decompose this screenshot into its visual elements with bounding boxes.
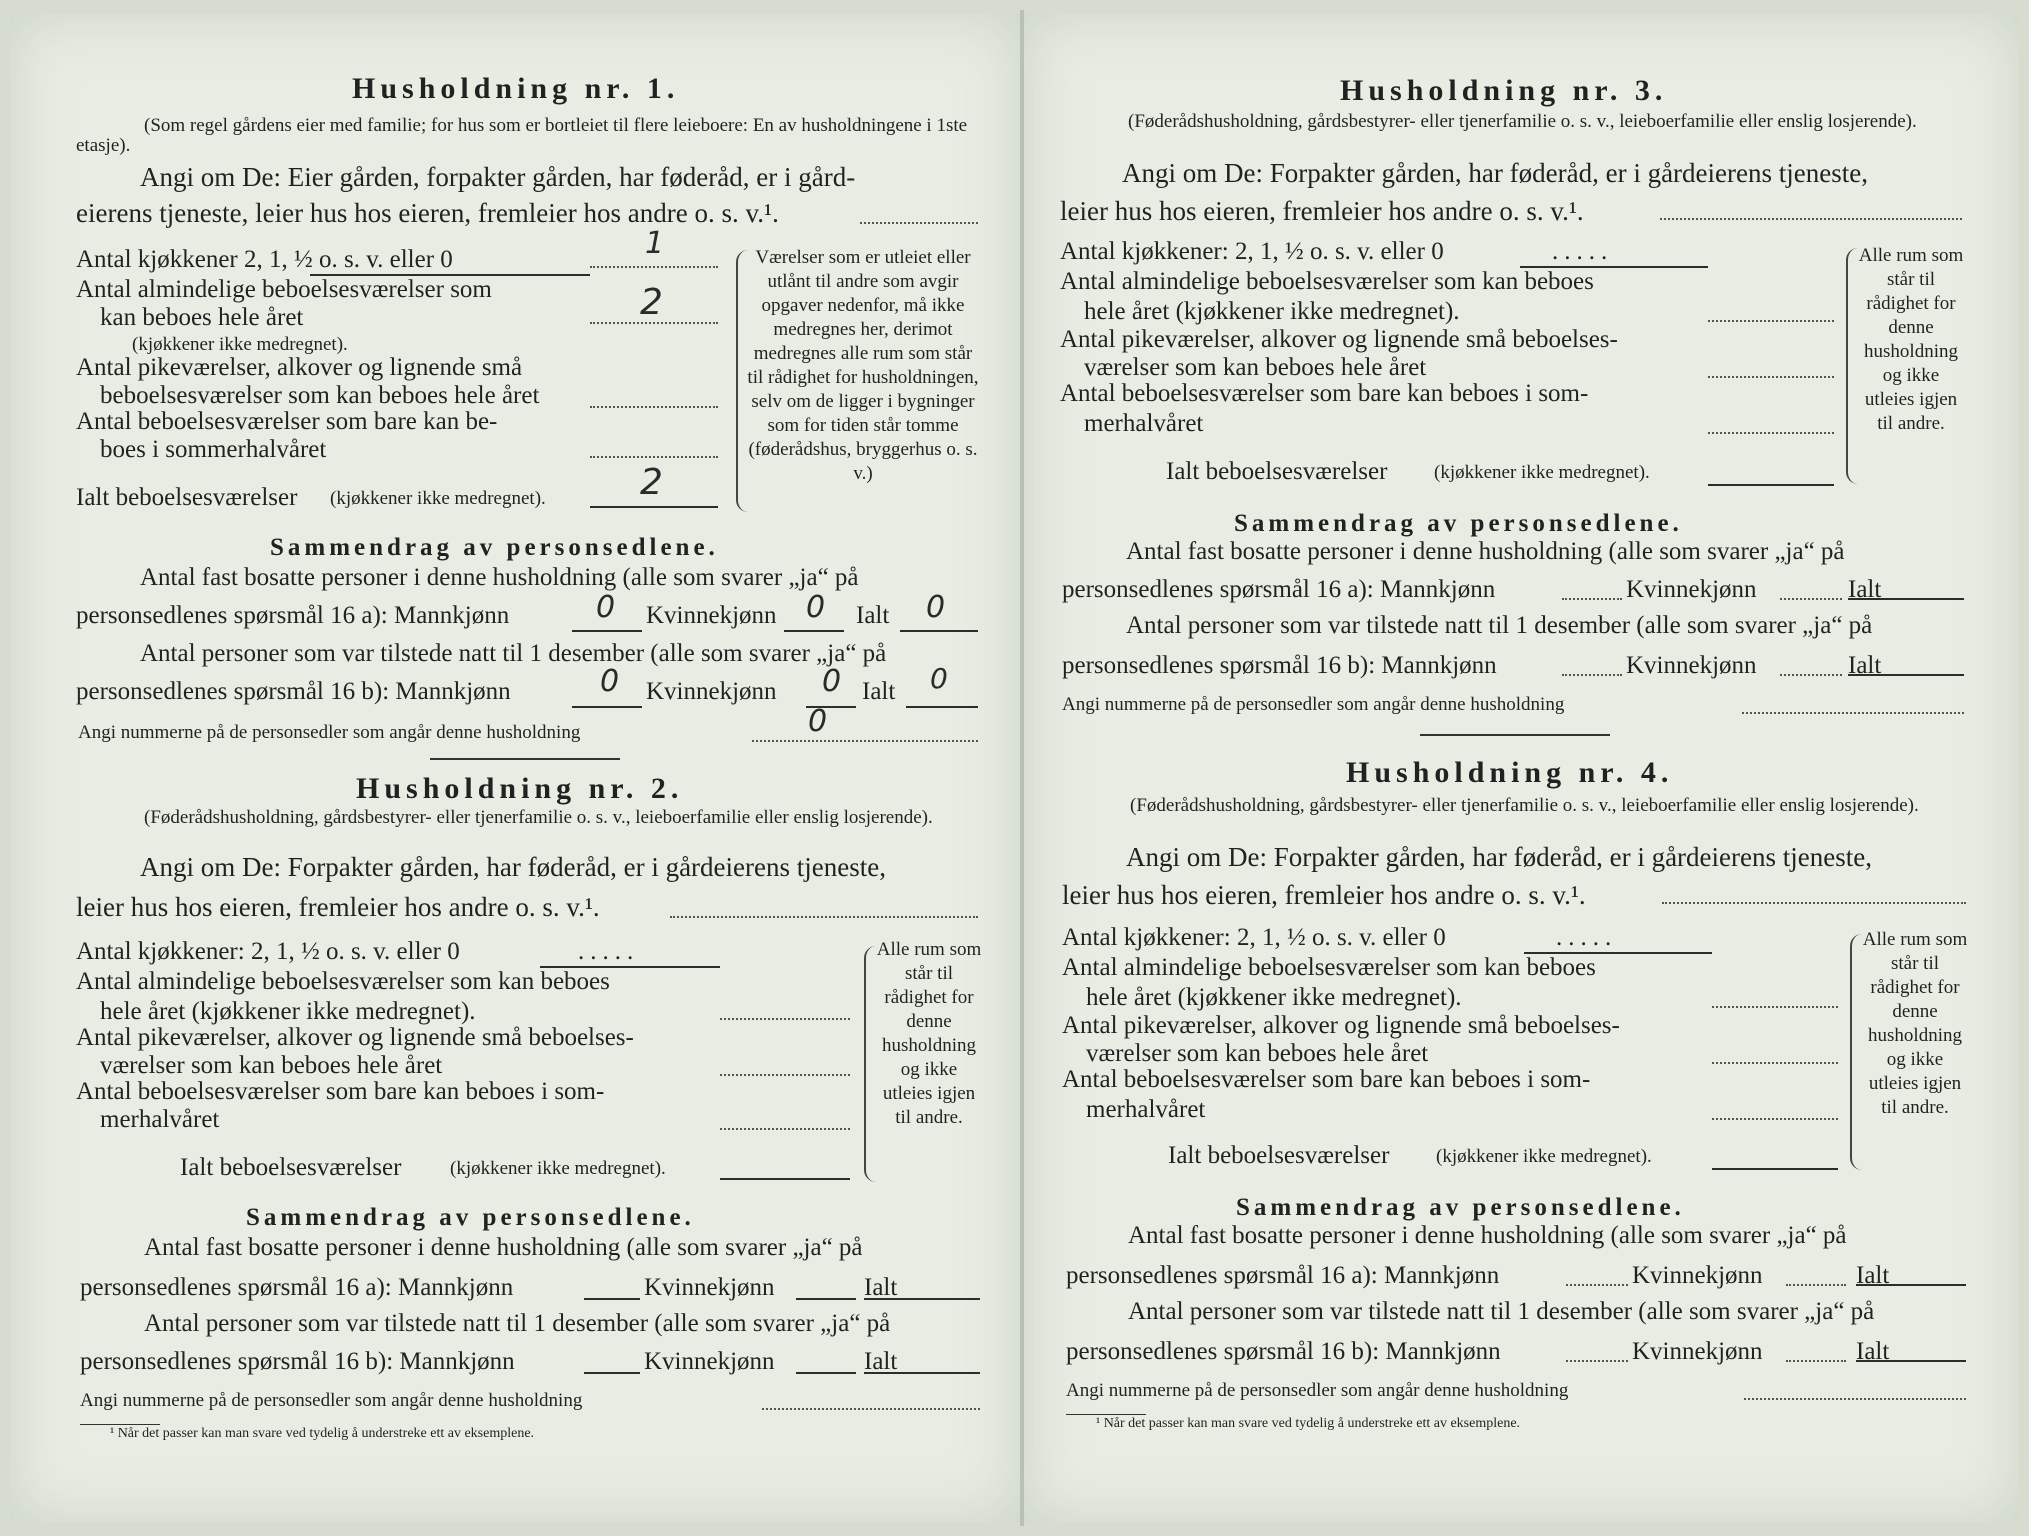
h1-tilst-i-field[interactable] bbox=[906, 706, 978, 708]
h2-fast-m-field[interactable] bbox=[584, 1298, 640, 1300]
h4-fast-k-field[interactable] bbox=[1786, 1284, 1846, 1286]
h3-fast-line1: Antal fast bosatte personer i denne husholdning (alle som svarer „ja“ på bbox=[1126, 538, 1845, 565]
h4-tilst-i-field[interactable] bbox=[1856, 1360, 1966, 1362]
h1-tilst-k-label: Kvinnekjønn bbox=[646, 678, 777, 705]
h1-ialt-label: Ialt beboelsesværelser bbox=[76, 484, 298, 511]
h4-som-field[interactable] bbox=[1712, 1118, 1838, 1120]
household-3-answer-line[interactable] bbox=[1660, 218, 1962, 220]
h2-fast-i-field[interactable] bbox=[864, 1298, 980, 1300]
h1-num-value: 0 bbox=[808, 704, 828, 739]
h3-note: Alle rum som står til rådighet for denne husholdning og ikke utleies igjen til andre. bbox=[1858, 245, 1964, 434]
h2-pike-label2: værelser som kan beboes hele året bbox=[100, 1052, 443, 1079]
household-2-subtitle: (Føderådshusholdning, gårdsbestyrer- eller tjenerfamilie o. s. v., leieboerfamilie eller enslig losjerende). bbox=[144, 807, 933, 828]
h2-fast-k-field[interactable] bbox=[796, 1298, 856, 1300]
h2-tilst-m-field[interactable] bbox=[584, 1372, 640, 1374]
h4-pike-field[interactable] bbox=[1712, 1062, 1838, 1064]
h1-kitchens-value: 1 bbox=[645, 226, 665, 261]
h2-alm-label2: hele året (kjøkkener ikke medregnet). bbox=[100, 998, 476, 1025]
household-3-question-line1: Angi om De: Forpakter gården, har føderåd, er i gårdeierens tjeneste, bbox=[1122, 158, 1868, 188]
household-1-question-line1: Angi om De: Eier gården, forpakter gården, har føderåd, er i gård- bbox=[140, 162, 856, 192]
h4-fast-i-label: Ialt bbox=[1856, 1262, 1890, 1289]
h1-pike-label1: Antal pikeværelser, alkover og lignende små bbox=[76, 354, 523, 381]
h3-som-label1: Antal beboelsesværelser som bare kan beboes i som- bbox=[1060, 380, 1589, 407]
h3-fast-k-label: Kvinnekjønn bbox=[1626, 576, 1757, 603]
h4-fast-line1: Antal fast bosatte personer i denne husholdning (alle som svarer „ja“ på bbox=[1128, 1222, 1847, 1249]
h3-kitchens-label: Antal kjøkkener: 2, 1, ½ o. s. v. eller 0 bbox=[1060, 238, 1444, 265]
h4-pike-label1: Antal pikeværelser, alkover og lignende små beboelses- bbox=[1062, 1012, 1620, 1039]
h1-tilst-m-value: 0 bbox=[600, 664, 620, 699]
h3-num-label: Angi nummerne på de personsedler som angår denne husholdning bbox=[1062, 694, 1565, 715]
h1-num-label: Angi nummerne på de personsedler som angår denne husholdning bbox=[78, 722, 581, 743]
h2-alm-field[interactable] bbox=[720, 1018, 850, 1020]
h1-num-field[interactable] bbox=[752, 740, 978, 742]
h1-fast-m-field[interactable] bbox=[572, 630, 642, 632]
h3-fast-m-field[interactable] bbox=[1562, 598, 1622, 600]
h2-tilst-k-label: Kvinnekjønn bbox=[644, 1348, 775, 1375]
h1-note: Værelser som er utleiet eller utlånt til andre som avgir opgaver nedenfor, må ikke medregnes her, derimot medregnes alle rum som står til rådighet for husholdningen, selv om de ligger i bygninger som for tiden står tomme (føderådshus, bryggerhus o. s. v.) bbox=[747, 247, 979, 484]
h1-fast-i-value: 0 bbox=[926, 590, 946, 625]
h2-fast-line1: Antal fast bosatte personer i denne husholdning (alle som svarer „ja“ på bbox=[144, 1234, 863, 1261]
household-3-question-line2: leier hus hos eieren, fremleier hos andre o. s. v.¹. bbox=[1060, 196, 1584, 226]
h2-tilst-line2: personsedlenes spørsmål 16 b): Mannkjønn bbox=[80, 1348, 515, 1375]
h4-brace bbox=[1850, 934, 1862, 1170]
h3-som-label2: merhalvåret bbox=[1084, 410, 1204, 437]
h1-tilst-i-label: Ialt bbox=[862, 678, 896, 705]
h1-tilst-m-field[interactable] bbox=[572, 706, 642, 708]
h1-tilst-line2: personsedlenes spørsmål 16 b): Mannkjønn bbox=[76, 678, 511, 705]
h1-som-field[interactable] bbox=[590, 456, 718, 458]
h4-num-field[interactable] bbox=[1744, 1398, 1966, 1400]
h3-alm-label1: Antal almindelige beboelsesværelser som kan beboes bbox=[1060, 268, 1594, 295]
h4-tilst-line1: Antal personer som var tilstede natt til 1 desember (alle som svarer „ja“ på bbox=[1128, 1298, 1875, 1325]
h3-num-field[interactable] bbox=[1742, 712, 1964, 714]
h3-summary-title: Sammendrag av personsedlene. bbox=[1234, 510, 1683, 537]
h2-tilst-line1: Antal personer som var tilstede natt til 1 desember (alle som svarer „ja“ på bbox=[144, 1310, 891, 1337]
h2-som-label1: Antal beboelsesværelser som bare kan beboes i som- bbox=[76, 1078, 605, 1105]
h2-kitchens-dots: ..... bbox=[578, 938, 640, 965]
h4-tilst-m-field[interactable] bbox=[1566, 1360, 1628, 1362]
h1-pike-field[interactable] bbox=[590, 406, 718, 408]
household-4-title: Husholdning nr. 4. bbox=[1346, 756, 1674, 789]
h1-alm-value: 2 bbox=[640, 282, 663, 323]
h2-num-label: Angi nummerne på de personsedler som angår denne husholdning bbox=[80, 1390, 583, 1411]
h1-kitchens-label: Antal kjøkkener 2, 1, ½ o. s. v. eller 0 bbox=[76, 246, 453, 273]
h2-fast-k-label: Kvinnekjønn bbox=[644, 1274, 775, 1301]
h1-fast-k-field[interactable] bbox=[784, 630, 844, 632]
h2-som-label2: merhalvåret bbox=[100, 1106, 220, 1133]
household-2-question-line2: leier hus hos eieren, fremleier hos andre o. s. v.¹. bbox=[76, 892, 600, 922]
h2-tilst-i-label: Ialt bbox=[864, 1348, 898, 1375]
h4-som-label1: Antal beboelsesværelser som bare kan beboes i som- bbox=[1062, 1066, 1591, 1093]
h4-som-label2: merhalvåret bbox=[1086, 1096, 1206, 1123]
h2-note: Alle rum som står til rådighet for denne husholdning og ikke utleies igjen til andre. bbox=[876, 939, 982, 1128]
h4-fast-m-field[interactable] bbox=[1566, 1284, 1628, 1286]
h2-ialt-note: (kjøkkener ikke medregnet). bbox=[450, 1158, 666, 1179]
h4-tilst-i-label: Ialt bbox=[1856, 1338, 1890, 1365]
h4-kitchens-dots: ..... bbox=[1556, 924, 1618, 951]
h4-tilst-line2: personsedlenes spørsmål 16 b): Mannkjønn bbox=[1066, 1338, 1501, 1365]
h4-footnote: ¹ Når det passer kan man svare ved tydelig å understreke ett av eksemplene. bbox=[1096, 1416, 1521, 1431]
h2-footnote-rule bbox=[80, 1424, 160, 1425]
h1-summary-title: Sammendrag av personsedlene. bbox=[270, 534, 719, 561]
household-1-title: Husholdning nr. 1. bbox=[352, 72, 680, 105]
h1-alm-label3: (kjøkkener ikke medregnet). bbox=[132, 334, 348, 355]
household-1-question-line2: eierens tjeneste, leier hus hos eieren, fremleier hos andre o. s. v.¹. bbox=[76, 198, 779, 228]
h4-alm-label1: Antal almindelige beboelsesværelser som kan beboes bbox=[1062, 954, 1596, 981]
h4-tilst-k-field[interactable] bbox=[1786, 1360, 1846, 1362]
h1-ialt-field[interactable] bbox=[590, 506, 718, 508]
h3-pike-label1: Antal pikeværelser, alkover og lignende små beboelses- bbox=[1060, 326, 1618, 353]
h1-som-label1: Antal beboelsesværelser som bare kan be- bbox=[76, 408, 498, 435]
h2-alm-label1: Antal almindelige beboelsesværelser som kan beboes bbox=[76, 968, 610, 995]
h3-tilst-m-field[interactable] bbox=[1562, 674, 1622, 676]
h3-fast-i-label: Ialt bbox=[1848, 576, 1882, 603]
household-1-answer-line bbox=[860, 222, 978, 224]
h3-tilst-k-field[interactable] bbox=[1780, 674, 1842, 676]
h4-fast-line2: personsedlenes spørsmål 16 a): Mannkjønn bbox=[1066, 1262, 1500, 1289]
h1-separator bbox=[430, 758, 620, 760]
h2-num-field[interactable] bbox=[762, 1408, 980, 1410]
h3-kitchens-dots: ..... bbox=[1552, 238, 1614, 265]
h3-pike-field[interactable] bbox=[1708, 376, 1834, 378]
h1-kitchens-field[interactable] bbox=[590, 266, 718, 268]
h1-tilst-k-value: 0 bbox=[822, 664, 842, 699]
h2-tilst-i-field[interactable] bbox=[864, 1372, 980, 1374]
h3-brace bbox=[1846, 248, 1858, 484]
household-4-subtitle: (Føderådshusholdning, gårdsbestyrer- eller tjenerfamilie o. s. v., leieboerfamilie eller enslig losjerende). bbox=[1130, 795, 1919, 816]
h4-num-label: Angi nummerne på de personsedler som angår denne husholdning bbox=[1066, 1380, 1569, 1401]
h2-pike-field[interactable] bbox=[720, 1074, 850, 1076]
h4-ialt-note: (kjøkkener ikke medregnet). bbox=[1436, 1146, 1652, 1167]
h1-fast-m-value: 0 bbox=[596, 590, 616, 625]
h1-fast-k-value: 0 bbox=[806, 590, 826, 625]
household-4-answer-line[interactable] bbox=[1662, 902, 1966, 904]
h4-summary-title: Sammendrag av personsedlene. bbox=[1236, 1194, 1685, 1221]
page-fold bbox=[1020, 10, 1024, 1526]
household-3-title: Husholdning nr. 3. bbox=[1340, 74, 1668, 107]
h3-ialt-note: (kjøkkener ikke medregnet). bbox=[1434, 462, 1650, 483]
h3-tilst-i-label: Ialt bbox=[1848, 652, 1882, 679]
h3-fast-line2: personsedlenes spørsmål 16 a): Mannkjønn bbox=[1062, 576, 1496, 603]
household-2-title: Husholdning nr. 2. bbox=[356, 772, 684, 805]
household-1-subtitle: (Som regel gårdens eier med familie; for hus som er bortleiet til flere leieboere: En av husholdningene i 1ste etasje). bbox=[76, 115, 968, 156]
h2-ialt-label: Ialt beboelsesværelser bbox=[180, 1154, 402, 1181]
h3-som-field[interactable] bbox=[1708, 432, 1834, 434]
h2-som-field[interactable] bbox=[720, 1128, 850, 1130]
h4-fast-k-label: Kvinnekjønn bbox=[1632, 1262, 1763, 1289]
h4-fast-i-field[interactable] bbox=[1856, 1284, 1966, 1286]
h3-alm-field[interactable] bbox=[1708, 320, 1834, 322]
h1-ialt-value: 2 bbox=[640, 462, 663, 503]
h2-summary-title: Sammendrag av personsedlene. bbox=[246, 1204, 695, 1231]
h4-pike-label2: værelser som kan beboes hele året bbox=[1086, 1040, 1429, 1067]
h3-tilst-k-label: Kvinnekjønn bbox=[1626, 652, 1757, 679]
household-4-question-line2: leier hus hos eieren, fremleier hos andre o. s. v.¹. bbox=[1062, 880, 1586, 910]
household-3-subtitle: (Føderådshusholdning, gårdsbestyrer- eller tjenerfamilie o. s. v., leieboerfamilie eller enslig losjerende). bbox=[1128, 111, 1917, 132]
h1-fast-line2: personsedlenes spørsmål 16 a): Mannkjønn bbox=[76, 602, 510, 629]
h1-fast-i-label: Ialt bbox=[856, 602, 890, 629]
h4-ialt-field[interactable] bbox=[1712, 1168, 1838, 1170]
h3-fast-i-field[interactable] bbox=[1848, 598, 1964, 600]
household-4-question-line1: Angi om De: Forpakter gården, har føderåd, er i gårdeierens tjeneste, bbox=[1126, 842, 1872, 872]
h3-separator bbox=[1420, 734, 1610, 736]
h3-tilst-line1: Antal personer som var tilstede natt til 1 desember (alle som svarer „ja“ på bbox=[1126, 612, 1873, 639]
h3-tilst-i-field[interactable] bbox=[1848, 674, 1964, 676]
h1-som-label2: boes i sommerhalvåret bbox=[100, 436, 327, 463]
h2-brace bbox=[864, 946, 876, 1182]
h1-tilst-line1: Antal personer som var tilstede natt til 1 desember (alle som svarer „ja“ på bbox=[140, 640, 887, 667]
h4-kitchens-label: Antal kjøkkener: 2, 1, ½ o. s. v. eller 0 bbox=[1062, 924, 1446, 951]
h3-ialt-field[interactable] bbox=[1708, 484, 1834, 486]
h2-pike-label1: Antal pikeværelser, alkover og lignende små beboelses- bbox=[76, 1024, 634, 1051]
h2-tilst-k-field[interactable] bbox=[796, 1372, 856, 1374]
h1-fast-i-field[interactable] bbox=[900, 630, 978, 632]
h4-tilst-k-label: Kvinnekjønn bbox=[1632, 1338, 1763, 1365]
household-2-question-line1: Angi om De: Forpakter gården, har føderåd, er i gårdeierens tjeneste, bbox=[140, 852, 886, 882]
h4-alm-field[interactable] bbox=[1712, 1006, 1838, 1008]
h1-pike-label2: beboelsesværelser som kan beboes hele året bbox=[100, 382, 540, 409]
h1-ialt-note: (kjøkkener ikke medregnet). bbox=[330, 488, 546, 509]
h2-ialt-field[interactable] bbox=[720, 1178, 850, 1180]
h2-footnote: ¹ Når det passer kan man svare ved tydelig å understreke ett av eksemplene. bbox=[110, 1426, 535, 1441]
h3-tilst-line2: personsedlenes spørsmål 16 b): Mannkjønn bbox=[1062, 652, 1497, 679]
h4-alm-label2: hele året (kjøkkener ikke medregnet). bbox=[1086, 984, 1462, 1011]
h1-fast-line1: Antal fast bosatte personer i denne husholdning (alle som svarer „ja“ på bbox=[140, 564, 859, 591]
h3-pike-label2: værelser som kan beboes hele året bbox=[1084, 354, 1427, 381]
h4-ialt-label: Ialt beboelsesværelser bbox=[1168, 1142, 1390, 1169]
h2-fast-line2: personsedlenes spørsmål 16 a): Mannkjønn bbox=[80, 1274, 514, 1301]
household-2-answer-line[interactable] bbox=[670, 916, 978, 918]
h3-alm-label2: hele året (kjøkkener ikke medregnet). bbox=[1084, 298, 1460, 325]
h4-note: Alle rum som står til rådighet for denne husholdning og ikke utleies igjen til andre. bbox=[1862, 929, 1968, 1118]
h3-fast-k-field[interactable] bbox=[1780, 598, 1842, 600]
h2-fast-i-label: Ialt bbox=[864, 1274, 898, 1301]
h1-alm-label1: Antal almindelige beboelsesværelser som bbox=[76, 276, 492, 303]
h2-kitchens-label: Antal kjøkkener: 2, 1, ½ o. s. v. eller 0 bbox=[76, 938, 460, 965]
h1-alm-label2: kan beboes hele året bbox=[100, 304, 304, 331]
h3-ialt-label: Ialt beboelsesværelser bbox=[1166, 458, 1388, 485]
h1-tilst-i-value: 0 bbox=[930, 662, 948, 695]
h4-footnote-rule bbox=[1066, 1414, 1146, 1415]
h1-fast-k-label: Kvinnekjønn bbox=[646, 602, 777, 629]
